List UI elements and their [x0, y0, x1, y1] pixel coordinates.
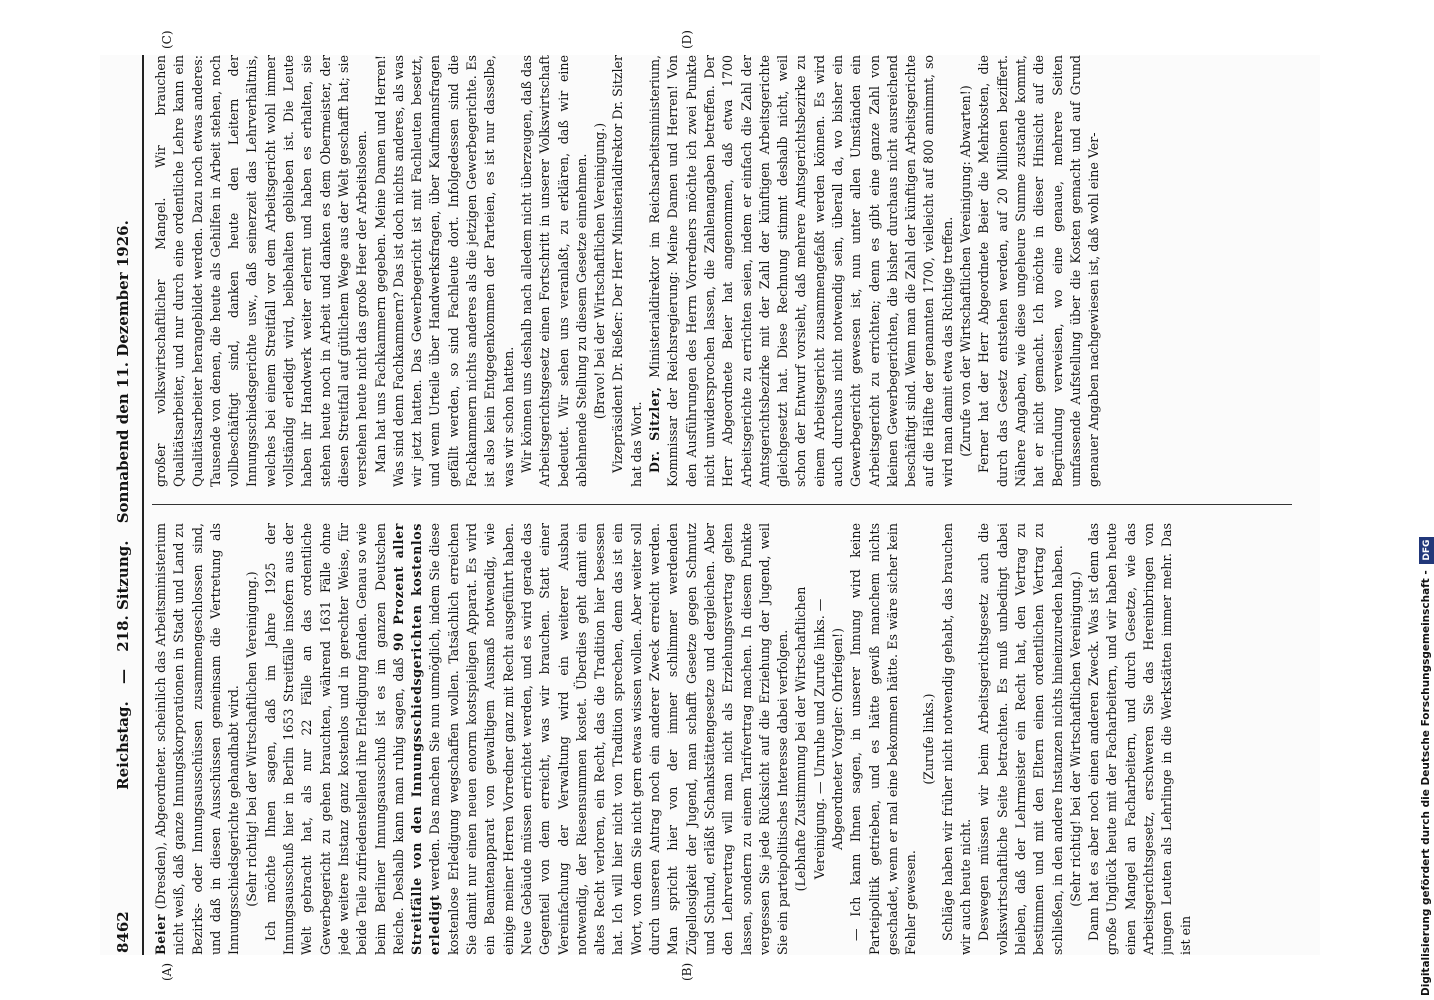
paragraph — [646, 55, 957, 487]
paragraph-text: werden. Das machen Sie nun unmöglich, indem Sie diese kostenlose Erledigung wegschaffen wollen. Tatsächlich erreichen Sie damit nur einen neuen enorm kostspieligen Apparat. Es wird ein Beamtenapparat von gewaltigem Ausmaß notwendig, wie einige meiner Herren Vorredner ganz mit Recht ausgeführt haben. Neue Gebäude müssen errichtet werden, und es wird gerade das Gegenteil von dem erreicht, was wir brauchen. Statt einer Vereinfachung der Verwaltung wird ein weiterer Ausbau notwendig, der Riesensummen kostet. Überdies geht damit ein altes Recht verloren, ein Recht, das die Tradition hier besessen hat. Ich will hier nicht von Tradition sprechen, denn das ist ein Wort, von dem Sie nicht gern etwas wissen wollen. Aber weiter soll durch unseren Antrag noch ein anderer Zweck erreicht werden. Man spricht hier von der immer schlimmer werdenden Zügellosigkeit der Jugend, man schafft Gesetze gegen Schmutz und Schund, erläßt Schankstättengesetze und dergleichen. Aber den Lehrvertrag will man nicht als Erziehungsvertrag gelten lassen, sondern zu einem Tarifvertrag machen. In diesem Punkte vergessen Sie jede Rücksicht auf die Erziehung der Jugend, weil Sie ein parteipolitisches Interesse dabei verfolgen. — [427, 523, 791, 955]
dfg-credit-inner — [1418, 6, 1434, 996]
paragraph-text: Ministerialdirektor im Reichsarbeitsministerium, Kommissar der Reichsregierung: Meine Damen und Herren! Von den Ausführungen des Herrn Vorredners möchte ich zwei Punkte nicht unwidersprochen lassen, die Zahlenangaben betreffen. Der Herr Abgeordnete Beier hat angenommen, daß etwa 1700 Arbeitsgerichte zu errichten seien, indem er einfach die Zahl der Amtsgerichtsbezirke mit der Zahl der künftigen Arbeitsgerichte gleichgesetzt hat. Diese Rechnung stimmt deshalb nicht, weil schon der Entwurf vorsieht, daß mehrere Amtsgerichtsbezirke zu einem Arbeitsgericht zusammengefaßt werden können. Es wird auch durchaus nicht notwendig sein, überall da, wo bisher ein Gewerbegericht gewesen ist, nun unter allen Umständen ein Arbeitsgericht zu errichten; denn es gibt eine ganze Zahl von kleinen Gewerbegerichten, die bisher durchaus nicht ausreichend beschäftigt sind. Wenn man die Zahl der künftigen Arbeitsgerichte auf die Hälfte der genannten 1700, vielleicht auf 800 annimmt, so wird man damit etwa das Richtige treffen. — [647, 55, 955, 487]
paragraph: Deswegen müssen wir beim Arbeitsgerichtsgesetz auch die volkswirtschaftliche Seite betrachten. Es muß unbedingt dabei bleiben, daß der Lehrmeister ein Recht hat, den Vertrag zu bestimmen und mit den Eltern einen ordentlichen Vertrag zu schließen, in den andere Instanzen nichts hineinzureden haben. — [976, 523, 1065, 955]
page-number: 8462 — [114, 911, 132, 953]
header-separator: — — [114, 669, 132, 685]
dfg-logo: DFG — [1419, 537, 1434, 564]
interjection: (Bravo! bei der Wirtschaftlichen Vereinigung.) — [592, 122, 608, 420]
dfg-credit-text: Digitalisierung gefördert durch die Deutsche Forschungsgemeinschaft - — [1420, 570, 1432, 996]
newspaper-page — [100, 30, 1320, 981]
paragraph-text: scheinlich das Arbeitsministerium nicht weiß, daß ganze Innungskorporationen in Stadt und Land zu Bezirks- oder Innungsausschüssen zusammengeschlossen sind, und daß in diesen Ausschüssen gemeinsam die Vertretung als Innungsschiedsgerichte gehandhabt wird. — [153, 523, 242, 955]
paragraph: Ferner hat der Herr Abgeordnete Beier die Mehrkosten, die durch das Gesetz entstehen werden, auf 20 Millionen beziffert. Nähere Angaben, wie diese ungeheure Summe zustande kommt, hat er nicht gemacht. Ich möchte in dieser Hinsicht auf die Begründung verweisen, wo eine genaue, mehrere Seiten umfassende Aufstellung über die Kosten gemacht und auf Grund genauer Angaben nachgewiesen ist, daß wohl eine Ver- — [976, 55, 1102, 487]
margin-marker-a: (A) — [160, 962, 174, 981]
emphasis-text: 90 Prozent aller Streitfälle von den Innungsschiedsgerichten kostenlos erledigt — [390, 523, 443, 955]
interjection: (Sehr richtig! bei der Wirtschaftlichen Vereinigung.) — [1067, 571, 1083, 907]
speaker-name: Dr. Sitzler, — [647, 386, 663, 473]
paragraph: Wir können uns deshalb nach alledem nicht überzeugen, daß das Arbeitsgerichtsgesetz einen Fortschritt in unserer Volkswirtschaft bedeutet. Wir sehen uns veranlaßt, zu erklären, daß wir eine ablehnende Stellung zu diesem Gesetze einnehmen. — [518, 55, 589, 487]
header-session: 218. Sitzung. — [114, 540, 132, 652]
column-divider — [152, 504, 1292, 505]
speaker-name: Beier — [153, 913, 168, 955]
interjection: (Sehr richtig! bei der Wirtschaftlichen Vereinigung.) — [244, 571, 260, 907]
interjection: (Zurufe von der Wirtschaftlichen Vereinigung: Abwarten!) — [958, 85, 974, 457]
paragraph: Schläge haben wir früher nicht notwendig gehabt, das brauchen wir auch heute nicht. — [939, 523, 974, 955]
paragraph: Man hat uns Fachkammern gegeben. Meine Damen und Herren! Was sind denn Fachkammern? Das ist doch nichts anderes, als was wir jetzt hatten. Das Gewerbegericht ist mit Fachleuten besetzt, und wenn Urteile über Handwerksfragen, über Kaufmannsfragen gefällt werden, so sind Fachleute dort. Infolgedessen sind die Fachkammern nichts anderes als die jetzigen Gewerbegerichte. Es ist also kein Entgegenkommen der Parteien, es ist nur dasselbe, was wir schon hatten. — [372, 55, 516, 487]
dfg-credit — [1418, 6, 1434, 996]
paragraph: großer volkswirtschaftlicher Mangel. Wir brauchen Qualitätsarbeiter, und nur durch eine ordentliche Lehre kann ein Qualitätsarbeiter herangebildet werden. Dazu noch etwas anderes: Tausende von denen, die heute als Gehilfen in Arbeit stehen, noch vollbeschäftigt sind, danken heute den Leitern der Innungsschiedsgerichte usw., daß seinerzeit das Lehrverhältnis, welches bei einem Streitfall vor dem Arbeitsgericht wohl immer vollständig erledigt wird, beibehalten geblieben ist. Die Leute haben ihr Handwerk weiter erlernt und haben es erhalten, sie stehen heute noch in Arbeit und danken es dem Obermeister, der diesen Streitfall auf gütlichem Wege aus der Welt geschafft hat; sie verstehen heute nicht das große Heer der Arbeitslosen. — [153, 55, 370, 487]
paragraph-text: Ich möchte Ihnen sagen, daß im Jahre 1925 der Innungsausschuß hier in Berlin 1653 Streitfälle insofern aus der Welt gebracht hat, als nur 22 Fälle an das ordentliche Gewerbegericht zu gehen brauchten, während 1631 Fälle ohne jede weitere Instanz ganz kostenlos und in gerechter Weise, für beide Teile zufriedenstellend ihre Erledigung fanden. Genau so wie beim Berliner Innungsausschuß ist es im ganzen Deutschen Reiche. Deshalb kann man ruhig sagen, daß — [262, 523, 406, 955]
speaker-note: (Dresden), Abgeordneter. — [153, 746, 168, 910]
paragraph: Vizepräsident Dr. Rießer: Der Herr Ministerialdirektor Dr. Sitzler hat das Wort. — [610, 55, 644, 487]
paragraph — [262, 523, 793, 955]
margin-marker-c: (C) — [160, 30, 174, 49]
right-column — [152, 55, 1302, 487]
header-title — [114, 55, 132, 955]
interjection: (Lebhafte Zustimmung bei der Wirtschaftlichen Vereinigung. — Unruhe und Zurufe links. — Abgeordneter Vorgler: Ohrfeigen!) — [793, 586, 845, 892]
left-column — [152, 523, 1302, 955]
header-parliament: Reichstag. — [114, 701, 132, 790]
page-header — [106, 55, 142, 955]
paragraph: — Ich kann Ihnen sagen, in unserer Innung wird keine Parteipolitik getrieben, und es hätte gewiß manchem nichts geschadet, wenn er mal eine bekommen hätte. Es wäre sicher kein Fehler gewesen. — [848, 523, 919, 955]
paragraph: Dann hat es aber noch einen anderen Zweck. Was ist denn das große Unglück heute mit der Facharbeitern, und wir haben heute einen Mangel an Facharbeitern, und durch Gesetze, wie das Arbeitsgerichtsgesetz, erschweren Sie das Hereinbringen von jungen Leuten als Lehrlinge in die Werkstätten immer mehr. Das ist ein — [1086, 523, 1193, 955]
interjection: (Zurufe links.) — [921, 693, 937, 785]
header-date: Sonnabend den 11. Dezember 1926. — [114, 220, 132, 524]
paragraph — [152, 523, 243, 955]
margin-marker-b: (B) — [680, 962, 694, 981]
margin-marker-d: (D) — [680, 30, 694, 49]
header-rule — [142, 55, 144, 955]
